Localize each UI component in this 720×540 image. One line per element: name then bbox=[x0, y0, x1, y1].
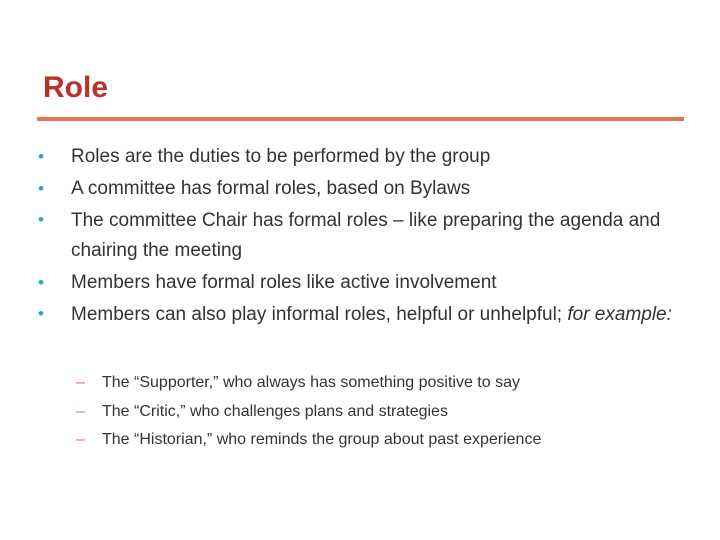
bullet-text: Roles are the duties to be performed by the group bbox=[71, 146, 491, 167]
bullet-text: The committee Chair has formal roles – like preparing the agenda and chairing the meeting bbox=[71, 210, 661, 261]
title-divider bbox=[37, 117, 684, 121]
bullet-marker: • bbox=[38, 273, 44, 292]
sub-bullet-list bbox=[76, 369, 696, 455]
bullet-text: A committee has formal roles, based on Bylaws bbox=[71, 178, 471, 199]
bullet-item bbox=[34, 205, 694, 267]
bullet-item bbox=[34, 173, 694, 205]
sub-bullet-text: The “Critic,” who challenges plans and strategies bbox=[102, 402, 448, 420]
bullet-text: Members have formal roles like active involvement bbox=[71, 272, 497, 293]
bullet-marker: • bbox=[38, 147, 44, 166]
bullet-marker: • bbox=[38, 179, 44, 198]
sub-bullet-marker: – bbox=[76, 431, 85, 448]
sub-bullet-item bbox=[76, 369, 696, 398]
sub-bullet-text: The “Supporter,” who always has something positive to say bbox=[102, 374, 520, 391]
bullet-list bbox=[34, 141, 694, 331]
sub-bullet-item bbox=[76, 398, 696, 427]
sub-bullet-marker: – bbox=[76, 402, 85, 420]
bullet-item bbox=[34, 299, 694, 331]
bullet-item bbox=[34, 267, 694, 299]
bullet-item bbox=[34, 141, 694, 173]
sub-bullet-marker: – bbox=[76, 374, 85, 391]
bullet-italic-text: for example: bbox=[567, 304, 672, 325]
bullet-marker: • bbox=[38, 304, 44, 323]
sub-bullet-text: The “Historian,” who reminds the group about past experience bbox=[102, 431, 542, 448]
bullet-marker: • bbox=[38, 210, 44, 229]
sub-bullet-item bbox=[76, 426, 696, 455]
bullet-text: Members can also play informal roles, helpful or unhelpful; bbox=[71, 304, 563, 325]
slide-title: Role bbox=[43, 71, 109, 104]
